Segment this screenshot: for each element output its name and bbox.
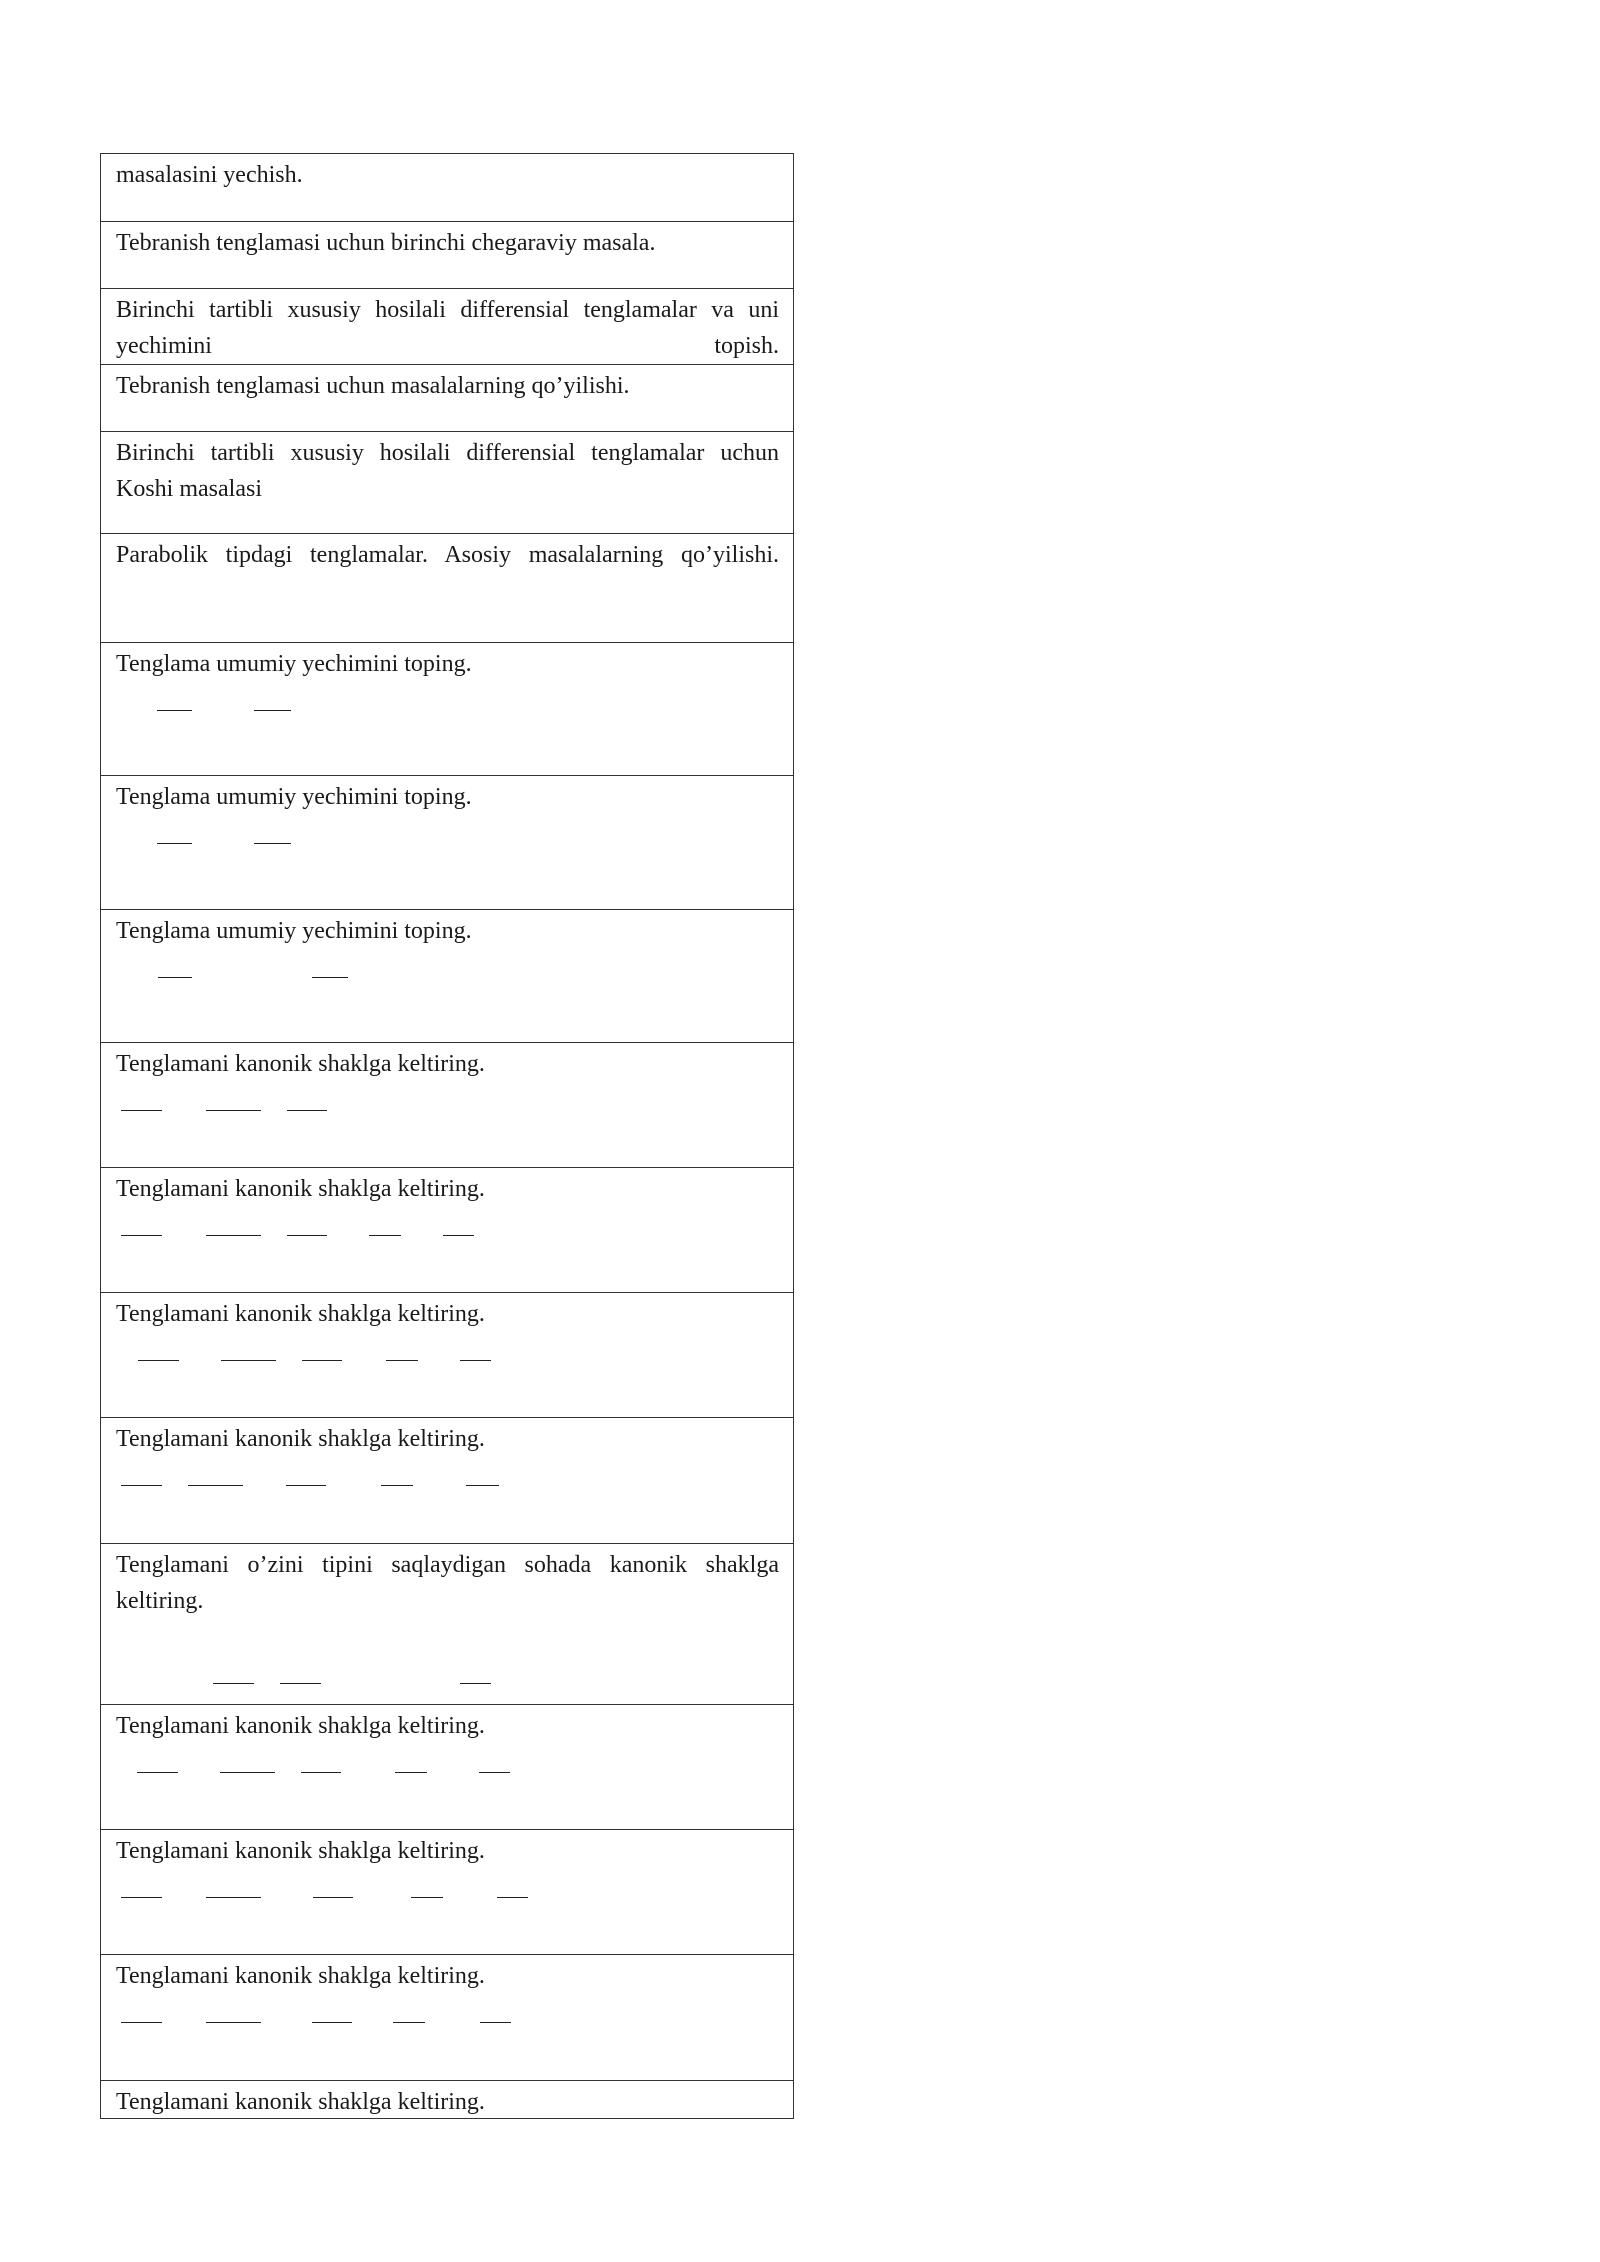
formula-line (116, 2000, 779, 2048)
task-row (101, 533, 793, 642)
task-row (101, 221, 793, 288)
fraction-bar (312, 2022, 352, 2023)
fraction-bar (121, 1485, 162, 1486)
formula-line (116, 1213, 779, 1261)
fraction-bar (381, 1485, 413, 1486)
task-text: Tenglamani kanonik shaklga keltiring. (116, 1426, 485, 1452)
fraction-bar (286, 1485, 326, 1486)
task-row (101, 364, 793, 431)
formula-line (116, 955, 779, 1003)
task-text: Tenglamani kanonik shaklga keltiring. (116, 1963, 485, 1989)
task-text: Parabolik tipdagi tenglamalar. Asosiy masalalarning qo’yilishi. (116, 542, 779, 568)
fraction-bar (313, 1897, 353, 1898)
task-row (101, 1292, 793, 1417)
fraction-bar (480, 2022, 511, 2023)
fraction-bar (138, 1360, 179, 1361)
fraction-bar (386, 1360, 418, 1361)
task-row (101, 775, 793, 909)
fraction-bar (220, 1772, 275, 1773)
fraction-bar (206, 1897, 261, 1898)
task-text: Birinchi tartibli xususiy hosilali differensial tenglamalar uchun Koshi masalasi (116, 440, 779, 502)
task-text: Tenglamani kanonik shaklga keltiring. (116, 1838, 485, 1864)
fraction-bar (137, 1772, 178, 1773)
task-text: Tenglama umumiy yechimini toping. (116, 784, 472, 810)
task-text: Birinchi tartibli xususiy hosilali differensial tenglamalar va uni yechimini topish. (116, 297, 779, 359)
formula-line (116, 688, 779, 736)
fraction-bar (312, 977, 348, 978)
task-text: Tenglamani kanonik shaklga keltiring. (116, 1051, 485, 1077)
task-row (101, 1829, 793, 1954)
task-table (100, 153, 794, 2119)
task-row (101, 642, 793, 775)
task-text: masalasini yechish. (116, 162, 303, 188)
fraction-bar (393, 2022, 425, 2023)
fraction-bar (121, 2022, 162, 2023)
fraction-bar (497, 1897, 528, 1898)
task-row (101, 288, 793, 364)
task-row (101, 2080, 793, 2118)
task-text: Tenglamani kanonik shaklga keltiring. (116, 1176, 485, 1202)
task-text: Tebranish tenglamasi uchun masalalarning qo’yilishi. (116, 373, 630, 399)
task-text: Tenglama umumiy yechimini toping. (116, 918, 472, 944)
task-row (101, 1417, 793, 1543)
formula-line (116, 1750, 779, 1798)
fraction-bar (254, 710, 291, 711)
task-row (101, 1704, 793, 1829)
fraction-bar (443, 1235, 474, 1236)
fraction-bar (280, 1683, 321, 1684)
task-text: Tebranish tenglamasi uchun birinchi chegaraviy masala. (116, 230, 656, 256)
fraction-bar (460, 1360, 491, 1361)
fraction-bar (395, 1772, 427, 1773)
fraction-bar (188, 1485, 243, 1486)
task-row (101, 1543, 793, 1704)
fraction-bar (460, 1683, 491, 1684)
fraction-bar (411, 1897, 443, 1898)
task-text: Tenglamani o’zini tipini saqlaydigan sohada kanonik shaklga keltiring. (116, 1552, 779, 1614)
formula-line (116, 1875, 779, 1923)
fraction-bar (287, 1235, 327, 1236)
fraction-bar (206, 1235, 261, 1236)
task-row (101, 909, 793, 1042)
fraction-bar (301, 1772, 341, 1773)
task-text: Tenglamani kanonik shaklga keltiring. (116, 2089, 485, 2115)
fraction-bar (206, 1110, 261, 1111)
formula-line (116, 1463, 779, 1511)
fraction-bar (157, 843, 192, 844)
fraction-bar (479, 1772, 510, 1773)
fraction-bar (302, 1360, 342, 1361)
task-row (101, 1954, 793, 2080)
fraction-bar (206, 2022, 261, 2023)
task-text: Tenglamani kanonik shaklga keltiring. (116, 1713, 485, 1739)
fraction-bar (369, 1235, 401, 1236)
task-row (101, 431, 793, 533)
fraction-bar (158, 977, 192, 978)
fraction-bar (121, 1897, 162, 1898)
task-row (101, 1042, 793, 1167)
formula-line (116, 821, 779, 869)
fraction-bar (221, 1360, 276, 1361)
fraction-bar (213, 1683, 254, 1684)
formula-line (116, 1338, 779, 1386)
fraction-bar (466, 1485, 499, 1486)
fraction-bar (121, 1110, 162, 1111)
fraction-bar (121, 1235, 162, 1236)
fraction-bar (287, 1110, 327, 1111)
fraction-bar (157, 710, 192, 711)
task-row (101, 154, 793, 221)
task-row (101, 1167, 793, 1292)
formula-line (116, 1088, 779, 1136)
task-text: Tenglamani kanonik shaklga keltiring. (116, 1301, 485, 1327)
task-text: Tenglama umumiy yechimini toping. (116, 651, 472, 677)
fraction-bar (254, 843, 291, 844)
formula-line (116, 1661, 779, 1704)
